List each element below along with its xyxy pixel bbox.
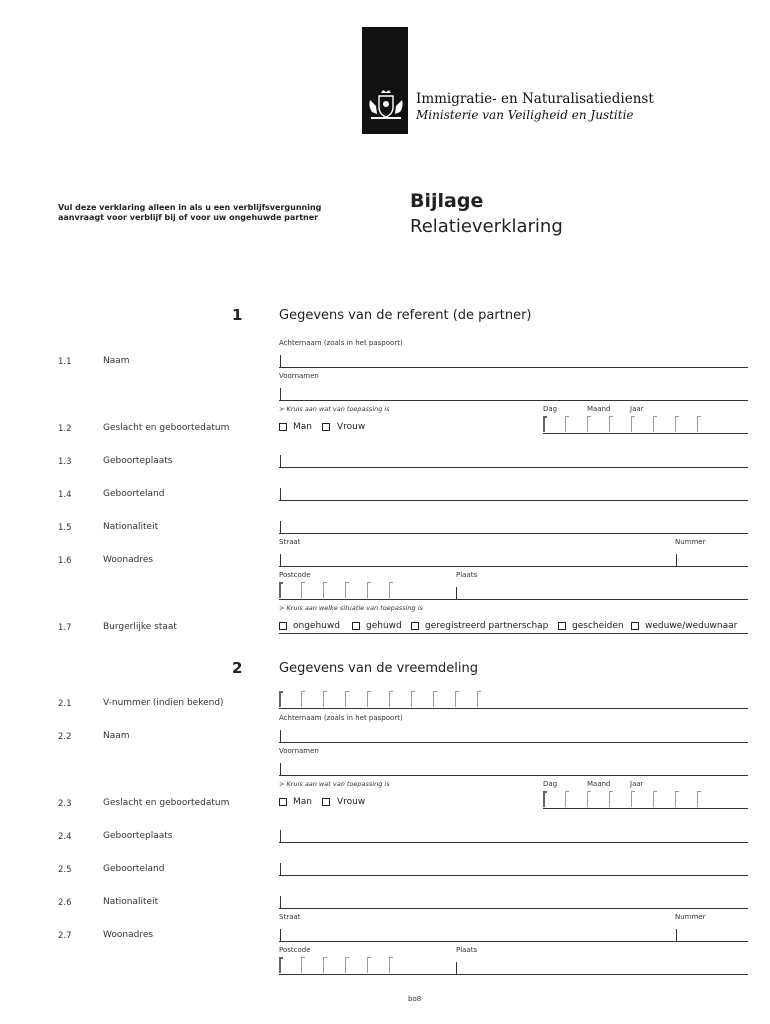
input-caret bbox=[280, 355, 281, 367]
organisation-name: Immigratie- en Naturalisatiedienst bbox=[416, 91, 654, 107]
checkbox-man[interactable] bbox=[279, 798, 287, 806]
field-label-firstnames: Voornamen bbox=[279, 372, 319, 380]
place-input-1[interactable] bbox=[279, 599, 748, 600]
field-label-number: Nummer bbox=[675, 913, 706, 921]
ministry-name: Ministerie van Veiligheid en Justitie bbox=[416, 108, 634, 122]
question-number: 2.4 bbox=[58, 832, 72, 842]
question-number: 2.2 bbox=[58, 732, 72, 742]
page-subtitle: Relatieverklaring bbox=[410, 216, 563, 237]
option-man-label: Man bbox=[293, 797, 312, 807]
question-number: 2.5 bbox=[58, 865, 72, 875]
input-caret bbox=[456, 587, 457, 599]
question-number: 2.1 bbox=[58, 699, 72, 709]
option-woman-label: Vrouw bbox=[337, 797, 366, 807]
question-number: 1.4 bbox=[58, 490, 72, 500]
checkbox-registered-partnership[interactable] bbox=[411, 622, 419, 630]
housenumber-input-1[interactable] bbox=[675, 566, 748, 567]
field-label-number: Nummer bbox=[675, 538, 706, 546]
question-label: Geboorteland bbox=[103, 489, 165, 499]
housenumber-input-2[interactable] bbox=[675, 941, 748, 942]
question-label: Woonadres bbox=[103, 930, 154, 940]
label-day: Dag bbox=[543, 405, 558, 413]
option-partnership-label: geregistreerd partnerschap bbox=[425, 621, 549, 631]
birthplace-input-1[interactable] bbox=[279, 467, 748, 468]
checkbox-woman[interactable] bbox=[322, 423, 330, 431]
input-caret bbox=[280, 863, 281, 875]
question-number: 1.5 bbox=[58, 523, 72, 533]
field-label-surname: Achternaam (zoals in het paspoort) bbox=[279, 714, 403, 722]
hint-text: > Kruis aan wat van toepassing is bbox=[279, 405, 390, 413]
input-caret bbox=[456, 962, 457, 974]
input-caret bbox=[280, 929, 281, 941]
option-unmarried-label: ongehuwd bbox=[293, 621, 340, 631]
question-label: Geboorteplaats bbox=[103, 456, 173, 466]
question-number: 1.6 bbox=[58, 556, 72, 566]
nationality-input-1[interactable] bbox=[279, 533, 748, 534]
input-caret bbox=[280, 521, 281, 533]
label-month: Maand bbox=[587, 405, 611, 413]
question-number: 1.1 bbox=[58, 357, 72, 367]
question-label: Naam bbox=[103, 356, 130, 366]
section-1-number: 1 bbox=[232, 306, 243, 324]
question-label: Burgerlijke staat bbox=[103, 622, 177, 632]
label-day: Dag bbox=[543, 780, 558, 788]
checkbox-woman[interactable] bbox=[322, 798, 330, 806]
option-married-label: gehuwd bbox=[366, 621, 402, 631]
field-label-place: Plaats bbox=[456, 571, 478, 579]
field-label-street: Straat bbox=[279, 913, 301, 921]
input-caret bbox=[280, 730, 281, 742]
field-label-street: Straat bbox=[279, 538, 301, 546]
firstnames-input-1[interactable] bbox=[279, 400, 748, 401]
input-caret bbox=[280, 388, 281, 400]
birthplace-input-2[interactable] bbox=[279, 842, 748, 843]
question-number: 1.7 bbox=[58, 623, 72, 633]
question-label: Naam bbox=[103, 731, 130, 741]
input-caret bbox=[280, 763, 281, 775]
question-number: 2.6 bbox=[58, 898, 72, 908]
field-label-place: Plaats bbox=[456, 946, 478, 954]
field-label-firstnames: Voornamen bbox=[279, 747, 319, 755]
input-caret bbox=[676, 929, 677, 941]
question-label: V-nummer (indien bekend) bbox=[103, 698, 224, 708]
firstnames-input-2[interactable] bbox=[279, 775, 748, 776]
intro-text: Vul deze verklaring alleen in als u een verblijfsvergunning aanvraagt voor verblijf bij of voor uw ongehuwde partner bbox=[58, 203, 322, 222]
surname-input-1[interactable] bbox=[279, 367, 748, 368]
question-number: 2.7 bbox=[58, 931, 72, 941]
question-label: Geboorteland bbox=[103, 864, 165, 874]
street-input-1[interactable] bbox=[279, 566, 675, 567]
input-caret bbox=[280, 896, 281, 908]
input-caret bbox=[676, 554, 677, 566]
birthcountry-input-2[interactable] bbox=[279, 875, 748, 876]
question-label: Woonadres bbox=[103, 555, 154, 565]
question-number: 1.3 bbox=[58, 457, 72, 467]
page-title: Bijlage bbox=[410, 190, 484, 212]
option-woman-label: Vrouw bbox=[337, 422, 366, 432]
field-label-postcode: Postcode bbox=[279, 571, 311, 579]
hint-text: > Kruis aan wat van toepassing is bbox=[279, 780, 390, 788]
field-label-postcode: Postcode bbox=[279, 946, 311, 954]
option-widowed-label: weduwe/weduwnaar bbox=[645, 621, 738, 631]
nationality-input-2[interactable] bbox=[279, 908, 748, 909]
page-code: bo8 bbox=[408, 995, 422, 1003]
place-input-2[interactable] bbox=[279, 974, 748, 975]
input-caret bbox=[280, 554, 281, 566]
checkbox-married[interactable] bbox=[352, 622, 360, 630]
input-caret bbox=[280, 455, 281, 467]
input-caret bbox=[280, 830, 281, 842]
hint-text: > Kruis aan welke situatie van toepassing is bbox=[279, 604, 423, 612]
checkbox-unmarried[interactable] bbox=[279, 622, 287, 630]
coat-of-arms-icon bbox=[364, 88, 408, 122]
section-2-title: Gegevens van de vreemdeling bbox=[279, 661, 478, 676]
v-number-underline bbox=[279, 708, 748, 709]
label-year: Jaar bbox=[630, 405, 644, 413]
question-label: Geslacht en geboortedatum bbox=[103, 798, 230, 808]
question-label: Nationaliteit bbox=[103, 522, 159, 532]
question-number: 2.3 bbox=[58, 799, 72, 809]
checkbox-divorced[interactable] bbox=[558, 622, 566, 630]
label-year: Jaar bbox=[630, 780, 644, 788]
section-1-title: Gegevens van de referent (de partner) bbox=[279, 308, 532, 323]
question-label: Nationaliteit bbox=[103, 897, 159, 907]
input-caret bbox=[280, 488, 281, 500]
birthdate-underline bbox=[543, 433, 748, 434]
option-divorced-label: gescheiden bbox=[572, 621, 624, 631]
option-man-label: Man bbox=[293, 422, 312, 432]
surname-input-2[interactable] bbox=[279, 742, 748, 743]
status-underline bbox=[279, 633, 748, 634]
birthcountry-input-1[interactable] bbox=[279, 500, 748, 501]
checkbox-man[interactable] bbox=[279, 423, 287, 431]
question-label: Geslacht en geboortedatum bbox=[103, 423, 230, 433]
question-number: 1.2 bbox=[58, 424, 72, 434]
checkbox-widowed[interactable] bbox=[631, 622, 639, 630]
field-label-surname: Achternaam (zoals in het paspoort) bbox=[279, 339, 403, 347]
birthdate-underline bbox=[543, 808, 748, 809]
section-2-number: 2 bbox=[232, 659, 243, 677]
question-label: Geboorteplaats bbox=[103, 831, 173, 841]
street-input-2[interactable] bbox=[279, 941, 675, 942]
label-month: Maand bbox=[587, 780, 611, 788]
